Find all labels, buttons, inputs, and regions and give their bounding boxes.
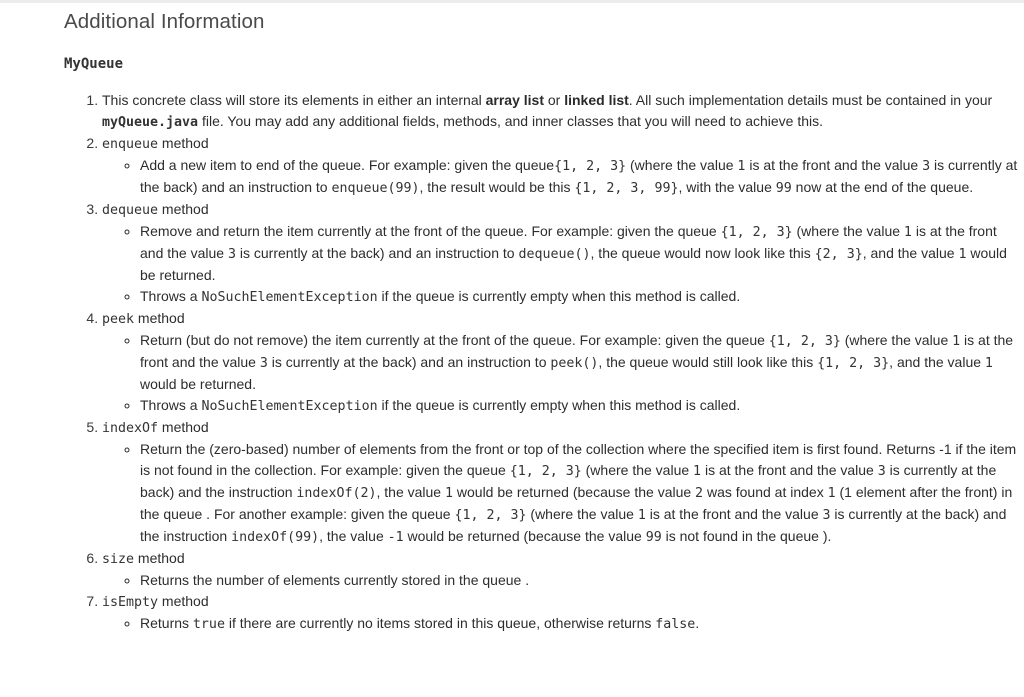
text-run: Returns xyxy=(140,615,193,631)
text-run: , with the value xyxy=(678,179,776,195)
inline-code: size xyxy=(102,552,135,567)
text-run: is currently at the back) and an instruction to xyxy=(235,245,519,261)
inline-code: NoSuchElementException xyxy=(201,399,378,414)
text-run: would be returned (because the value xyxy=(403,528,646,544)
sub-item xyxy=(140,613,1022,635)
inline-code: 99 xyxy=(775,181,792,196)
text-run: , the value xyxy=(319,528,388,544)
sub-item xyxy=(140,221,1022,286)
text-run: or xyxy=(543,92,565,108)
inline-code: isEmpty xyxy=(102,595,159,610)
inline-code: peek() xyxy=(550,356,599,371)
inline-code: 3 xyxy=(227,247,236,262)
inline-code: 1 xyxy=(958,247,967,262)
inline-code: {1, 2, 3} xyxy=(554,159,627,174)
class-name-heading: MyQueue xyxy=(64,56,124,72)
text-run: This concrete class will store its elements in either an internal xyxy=(102,92,486,108)
sub-list xyxy=(102,613,1022,635)
inline-code: 3 xyxy=(822,508,831,523)
sub-item xyxy=(140,155,1022,199)
sub-list xyxy=(102,570,1022,591)
text-run: is at the front and the value xyxy=(645,506,823,522)
text-run: (1 element after the front) in the queue . For another example: given the queue xyxy=(140,484,1013,522)
text-run: method xyxy=(158,201,209,217)
inline-code: 1 xyxy=(952,334,961,349)
inline-code: 1 xyxy=(444,486,453,501)
text-run: Return the (zero-based) number of elements from the front or top of the collection where the specified item is first found. Returns -1 if the item is not found in the collection. For example: given the queue xyxy=(140,441,1017,478)
sub-list xyxy=(102,330,1022,417)
inline-code: 3 xyxy=(259,356,268,371)
inline-code: enqueue(99) xyxy=(331,181,420,196)
inline-code: false xyxy=(655,617,696,632)
inline-code: -1 xyxy=(387,530,404,545)
text-run: , and the value xyxy=(862,245,959,261)
inline-code: 1 xyxy=(637,508,646,523)
text-run: if there are currently no items stored in this queue, otherwise returns xyxy=(224,615,656,631)
text-run: is currently at the back) and an instruction to xyxy=(140,157,1018,195)
text-run: is at the front and the value xyxy=(140,223,997,261)
inline-code: 3 xyxy=(922,159,931,174)
text-run: Add a new item to end of the queue. For example: given the queue xyxy=(140,157,555,173)
sub-item xyxy=(140,330,1022,395)
text-run: would be returned. xyxy=(140,245,1007,283)
requirement-item xyxy=(102,90,1022,133)
text-run: , the value xyxy=(376,484,445,500)
sub-item xyxy=(140,395,1022,417)
text-run: would be returned (because the value xyxy=(453,484,696,500)
requirement-item xyxy=(102,417,1022,548)
bold-term: array list xyxy=(485,92,544,108)
text-run: would be returned. xyxy=(140,376,256,392)
bold-term: linked list xyxy=(564,92,629,108)
inline-code: 2 xyxy=(695,486,704,501)
inline-code: true xyxy=(192,617,225,632)
text-run: (where the value xyxy=(626,157,738,173)
text-run: Returns the number of elements currently stored in the queue . xyxy=(140,572,530,588)
inline-code: {1, 2, 3} xyxy=(817,356,890,371)
inline-code: NoSuchElementException xyxy=(201,290,378,305)
text-run: method xyxy=(134,550,185,566)
requirements-list xyxy=(64,90,1022,635)
inline-code: 1 xyxy=(903,225,912,240)
text-run: (where the value xyxy=(526,506,638,522)
inline-code: dequeue xyxy=(102,203,159,218)
text-run: is currently at the back) and an instruction to xyxy=(267,354,551,370)
inline-code: {1, 2, 3, 99} xyxy=(574,181,679,196)
inline-code: 1 xyxy=(984,356,993,371)
text-run: Throws a xyxy=(140,397,202,413)
sub-item xyxy=(140,439,1022,548)
text-run: method xyxy=(134,310,185,326)
inline-code: enqueue xyxy=(102,137,159,152)
text-run: is at the front and the value xyxy=(140,332,1014,370)
inline-code: {2, 3} xyxy=(814,247,863,262)
text-run: is at the front and the value xyxy=(701,462,878,478)
sub-item xyxy=(140,286,1022,308)
requirement-item xyxy=(102,199,1022,308)
filename-code: myQueue.java xyxy=(102,115,199,130)
text-run: Remove and return the item currently at the front of the queue. For example: given the queue xyxy=(140,223,721,239)
text-run: method xyxy=(158,419,209,435)
text-run: . All such implementation details must be contained in your xyxy=(628,92,993,108)
inline-code: dequeue() xyxy=(518,247,591,262)
sub-list xyxy=(102,221,1022,308)
text-run: method xyxy=(158,135,209,151)
inline-code: 99 xyxy=(645,530,662,545)
inline-code: {1, 2, 3} xyxy=(509,464,582,479)
inline-code: {1, 2, 3} xyxy=(768,334,841,349)
text-run: , and the value xyxy=(889,354,985,370)
requirement-item xyxy=(102,133,1022,199)
sub-list xyxy=(102,439,1022,548)
text-run: is currently at the back) and the instruction xyxy=(140,462,997,500)
sub-list xyxy=(102,155,1022,199)
text-run: (where the value xyxy=(840,332,953,348)
sub-item xyxy=(140,570,1022,591)
requirement-item xyxy=(102,548,1022,591)
section-heading: Additional Information xyxy=(64,10,265,33)
requirement-item xyxy=(102,308,1022,417)
text-run: is not found in the queue ). xyxy=(661,528,832,544)
text-run: (where the value xyxy=(581,462,694,478)
inline-code: {1, 2, 3} xyxy=(454,508,527,523)
text-run: was found at index xyxy=(703,484,828,500)
text-run: , the result would be this xyxy=(419,179,575,195)
text-run: Return (but do not remove) the item currently at the front of the queue. For example: given the queue xyxy=(140,332,769,348)
inline-code: 1 xyxy=(827,486,836,501)
text-run: if the queue is currently empty when this method is called. xyxy=(377,397,741,413)
inline-code: indexOf xyxy=(102,421,159,436)
inline-code: {1, 2, 3} xyxy=(720,225,793,240)
inline-code: indexOf(99) xyxy=(231,530,320,545)
inline-code: 1 xyxy=(737,159,746,174)
text-run: Throws a xyxy=(140,288,202,304)
text-run: , the queue would now look like this xyxy=(590,245,815,261)
text-run: method xyxy=(158,593,209,609)
text-run: is at the front and the value xyxy=(745,157,923,173)
text-run: now at the end of the queue. xyxy=(791,179,974,195)
text-run: is currently at the back) and the instruction xyxy=(140,506,1007,544)
text-run: file. You may add any additional fields, methods, and inner classes that you will need to achieve this. xyxy=(198,113,824,129)
inline-code: 1 xyxy=(693,464,702,479)
text-run: . xyxy=(695,615,700,631)
inline-code: indexOf(2) xyxy=(296,486,377,501)
text-run: , the queue would still look like this xyxy=(598,354,818,370)
text-run: if the queue is currently empty when this method is called. xyxy=(377,288,741,304)
inline-code: 3 xyxy=(877,464,886,479)
requirement-item xyxy=(102,591,1022,635)
text-run: (where the value xyxy=(792,223,904,239)
inline-code: peek xyxy=(102,312,135,327)
